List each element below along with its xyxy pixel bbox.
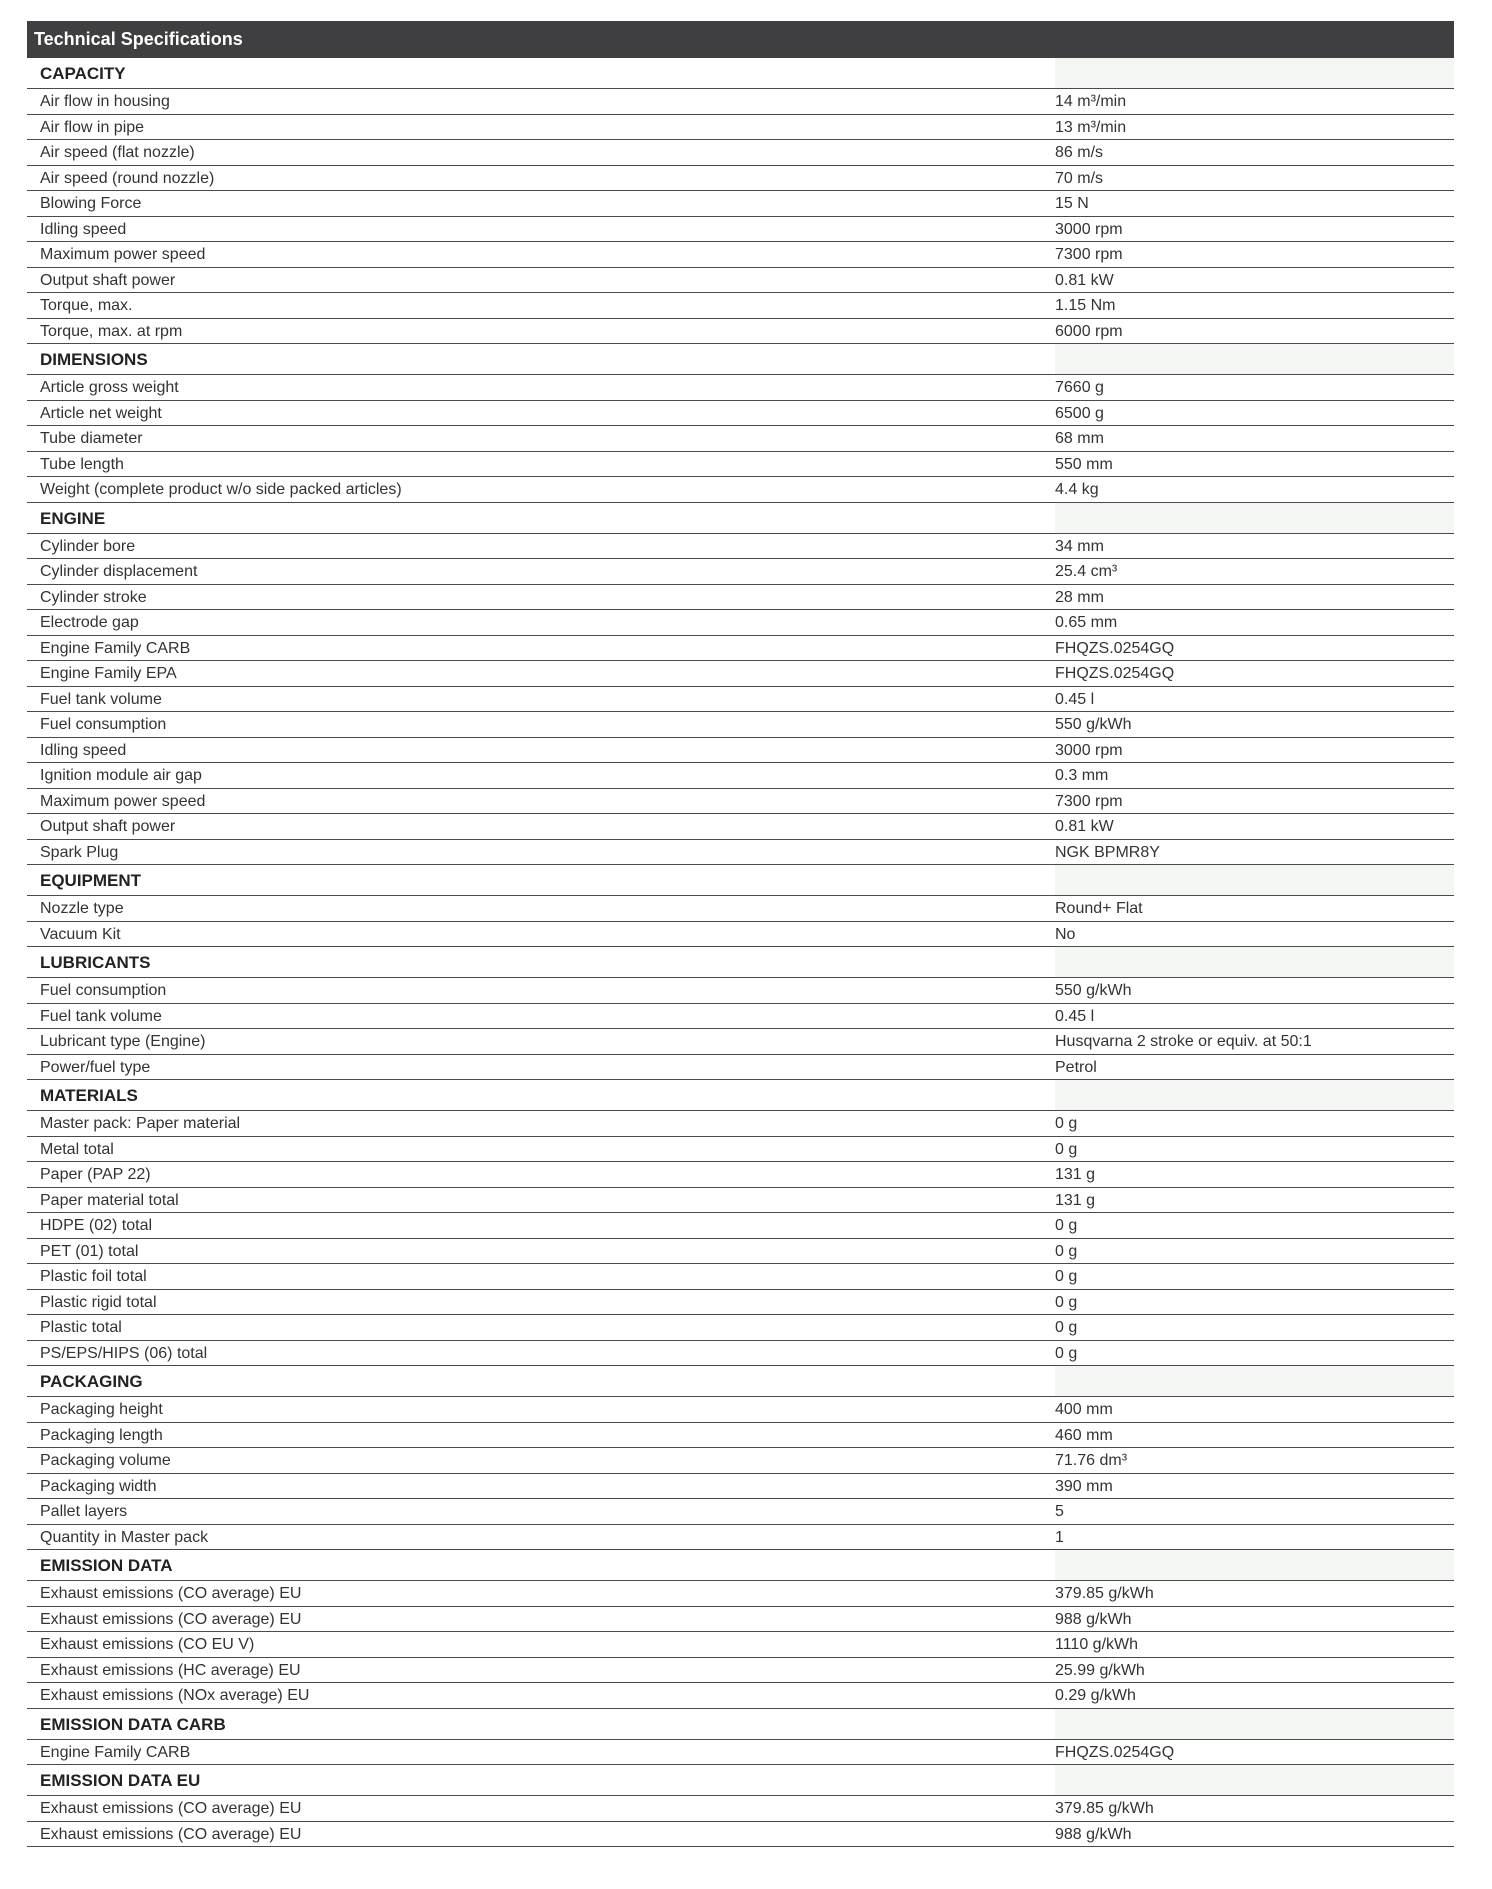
table-row <box>27 1188 1454 1214</box>
table-row <box>27 1004 1454 1030</box>
spec-label: Air speed (round nozzle) <box>40 169 215 187</box>
table-row <box>27 1029 1454 1055</box>
table-row <box>27 1213 1454 1239</box>
section-header <box>27 344 1454 375</box>
section-header-value-cell <box>1055 1765 1454 1795</box>
section-title: EMISSION DATA <box>27 1550 1055 1580</box>
spec-label: Fuel consumption <box>40 982 167 999</box>
spec-label: Torque, max. at rpm <box>40 322 183 340</box>
spec-label: Pallet layers <box>40 1503 128 1520</box>
section-header-value-cell <box>1055 1366 1454 1396</box>
spec-value: 25.99 g/kWh <box>1055 1661 1145 1679</box>
spec-value: 0 g <box>1055 1140 1078 1158</box>
spec-value: 0.65 mm <box>1055 614 1118 631</box>
spec-label: Plastic rigid total <box>40 1293 157 1311</box>
spec-value: 988 g/kWh <box>1055 1825 1132 1843</box>
spec-value: Petrol <box>1055 1058 1097 1076</box>
table-row <box>27 814 1454 840</box>
spec-value: 0.3 mm <box>1055 767 1109 784</box>
spec-value: 34 mm <box>1055 537 1104 555</box>
spec-label: PET (01) total <box>40 1242 139 1260</box>
spec-label: Maximum power speed <box>40 792 206 810</box>
spec-label: Metal total <box>40 1140 114 1158</box>
spec-label: Idling speed <box>40 220 127 238</box>
spec-label: Ignition module air gap <box>40 767 202 784</box>
spec-label: Blowing Force <box>40 195 142 212</box>
table-row <box>27 1111 1454 1137</box>
section-header-value-cell <box>1055 1080 1454 1110</box>
spec-value: 1.15 Nm <box>1055 297 1116 314</box>
table-row <box>27 636 1454 662</box>
table-row <box>27 585 1454 611</box>
spec-label: Lubricant type (Engine) <box>40 1033 206 1050</box>
spec-sheet <box>27 21 1454 1847</box>
spec-value: 86 m/s <box>1055 144 1104 161</box>
spec-label: Idling speed <box>40 741 127 759</box>
table-row <box>27 661 1454 687</box>
spec-label: Exhaust emissions (NOx average) EU <box>40 1687 310 1704</box>
table-row <box>27 1658 1454 1684</box>
table-row <box>27 1448 1454 1474</box>
section-header <box>27 503 1454 534</box>
spec-value: Husqvarna 2 stroke or equiv. at 50:1 <box>1055 1033 1312 1050</box>
table-row <box>27 1581 1454 1607</box>
table-row <box>27 1162 1454 1188</box>
table-row <box>27 166 1454 192</box>
spec-value: 5 <box>1055 1503 1064 1520</box>
table-row <box>27 978 1454 1004</box>
table-row <box>27 1632 1454 1658</box>
spec-value: 7660 g <box>1055 379 1104 396</box>
spec-label: Power/fuel type <box>40 1058 151 1076</box>
spec-value: 3000 rpm <box>1055 741 1123 759</box>
table-row <box>27 115 1454 141</box>
spec-value: 6500 g <box>1055 404 1104 422</box>
table-row <box>27 1607 1454 1633</box>
spec-table <box>27 58 1454 1847</box>
section-title: MATERIALS <box>27 1080 1055 1110</box>
spec-value: 0.29 g/kWh <box>1055 1687 1136 1704</box>
spec-value: 379.85 g/kWh <box>1055 1800 1154 1817</box>
table-row <box>27 1290 1454 1316</box>
spec-label: Packaging width <box>40 1477 157 1495</box>
spec-label: Packaging length <box>40 1426 163 1444</box>
table-row <box>27 1315 1454 1341</box>
table-row <box>27 559 1454 585</box>
spec-label: Air speed (flat nozzle) <box>40 144 195 161</box>
table-row <box>27 452 1454 478</box>
spec-value: FHQZS.0254GQ <box>1055 639 1175 657</box>
section-title: CAPACITY <box>27 58 1055 88</box>
spec-label: Output shaft power <box>40 271 176 289</box>
section-header-value-cell <box>1055 947 1454 977</box>
table-row <box>27 687 1454 713</box>
spec-label: Packaging height <box>40 1401 163 1418</box>
table-row <box>27 1055 1454 1081</box>
spec-label: Output shaft power <box>40 818 176 835</box>
spec-label: Master pack: Paper material <box>40 1115 241 1132</box>
table-row <box>27 1525 1454 1551</box>
spec-value: 988 g/kWh <box>1055 1610 1132 1628</box>
section-header <box>27 58 1454 89</box>
spec-value: 7300 rpm <box>1055 246 1123 263</box>
section-header-value-cell <box>1055 865 1454 895</box>
spec-label: Engine Family CARB <box>40 1743 191 1761</box>
spec-label: Torque, max. <box>40 297 133 314</box>
spec-value: 379.85 g/kWh <box>1055 1585 1154 1602</box>
spec-value: 550 g/kWh <box>1055 982 1132 999</box>
spec-value: 3000 rpm <box>1055 220 1123 238</box>
section-title: EQUIPMENT <box>27 865 1055 895</box>
section-title: LUBRICANTS <box>27 947 1055 977</box>
spec-value: 7300 rpm <box>1055 792 1123 810</box>
spec-label: Electrode gap <box>40 614 139 631</box>
table-row <box>27 1822 1454 1848</box>
table-row <box>27 1423 1454 1449</box>
table-row <box>27 293 1454 319</box>
spec-label: PS/EPS/HIPS (06) total <box>40 1344 208 1362</box>
spec-label: HDPE (02) total <box>40 1217 153 1234</box>
spec-value: 0.45 l <box>1055 1007 1095 1025</box>
spec-value: 0 g <box>1055 1319 1078 1336</box>
section-header <box>27 1366 1454 1397</box>
spec-value: 0 g <box>1055 1293 1078 1311</box>
spec-value: 0 g <box>1055 1115 1078 1132</box>
spec-value: Round+ Flat <box>1055 900 1143 917</box>
section-title: EMISSION DATA CARB <box>27 1709 1055 1739</box>
spec-value: 1110 g/kWh <box>1055 1636 1139 1653</box>
table-row <box>27 738 1454 764</box>
section-header <box>27 947 1454 978</box>
spec-label: Fuel tank volume <box>40 690 162 708</box>
spec-value: 14 m³/min <box>1055 93 1127 110</box>
spec-label: Air flow in pipe <box>40 118 145 136</box>
spec-value: 460 mm <box>1055 1426 1113 1444</box>
section-header-value-cell <box>1055 344 1454 374</box>
table-row <box>27 1341 1454 1367</box>
spec-value: FHQZS.0254GQ <box>1055 665 1175 682</box>
spec-value: 400 mm <box>1055 1401 1113 1418</box>
spec-value: 6000 rpm <box>1055 322 1123 340</box>
table-row <box>27 89 1454 115</box>
spec-value: FHQZS.0254GQ <box>1055 1743 1175 1761</box>
section-header <box>27 1709 1454 1740</box>
spec-value: 0 g <box>1055 1242 1078 1260</box>
section-title: ENGINE <box>27 503 1055 533</box>
section-header <box>27 1080 1454 1111</box>
spec-value: NGK BPMR8Y <box>1055 843 1160 861</box>
section-header-value-cell <box>1055 58 1454 88</box>
spec-value: 15 N <box>1055 195 1089 212</box>
table-row <box>27 1264 1454 1290</box>
spec-label: Vacuum Kit <box>40 925 121 943</box>
table-row <box>27 217 1454 243</box>
spec-label: Paper material total <box>40 1191 179 1209</box>
spec-label: Exhaust emissions (CO average) EU <box>40 1610 302 1628</box>
spec-label: Fuel consumption <box>40 716 167 733</box>
spec-label: Spark Plug <box>40 843 119 861</box>
spec-label: Exhaust emissions (CO average) EU <box>40 1825 302 1843</box>
spec-value: 131 g <box>1055 1166 1096 1183</box>
table-row <box>27 401 1454 427</box>
spec-value: 1 <box>1055 1528 1064 1546</box>
spec-value: 70 m/s <box>1055 169 1104 187</box>
section-header-value-cell <box>1055 1709 1454 1739</box>
table-row <box>27 1474 1454 1500</box>
spec-label: Air flow in housing <box>40 93 170 110</box>
spec-value: 550 mm <box>1055 455 1113 473</box>
spec-label: Maximum power speed <box>40 246 206 263</box>
table-row <box>27 191 1454 217</box>
section-title: EMISSION DATA EU <box>27 1765 1055 1795</box>
spec-label: Cylinder stroke <box>40 588 147 606</box>
spec-value: 131 g <box>1055 1191 1096 1209</box>
section-header <box>27 1550 1454 1581</box>
spec-value: 0.45 l <box>1055 690 1095 708</box>
table-row <box>27 1397 1454 1423</box>
spec-label: Nozzle type <box>40 900 124 917</box>
table-row <box>27 840 1454 866</box>
spec-label: Exhaust emissions (CO average) EU <box>40 1800 302 1817</box>
spec-label: Fuel tank volume <box>40 1007 162 1025</box>
spec-label: Engine Family CARB <box>40 639 191 657</box>
table-row <box>27 319 1454 345</box>
section-title: DIMENSIONS <box>27 344 1055 374</box>
table-row <box>27 140 1454 166</box>
spec-value: 71.76 dm³ <box>1055 1452 1128 1469</box>
spec-value: 4.4 kg <box>1055 481 1099 498</box>
table-row <box>27 268 1454 294</box>
section-title: PACKAGING <box>27 1366 1055 1396</box>
table-row <box>27 534 1454 560</box>
spec-label: Article net weight <box>40 404 162 422</box>
spec-value: 0 g <box>1055 1268 1078 1285</box>
section-header <box>27 865 1454 896</box>
spec-label: Quantity in Master pack <box>40 1528 209 1546</box>
spec-label: Exhaust emissions (HC average) EU <box>40 1661 301 1679</box>
spec-label: Plastic foil total <box>40 1268 147 1285</box>
table-row <box>27 1499 1454 1525</box>
spec-label: Packaging volume <box>40 1452 171 1469</box>
table-row <box>27 1137 1454 1163</box>
spec-value: 13 m³/min <box>1055 118 1127 136</box>
spec-value: No <box>1055 925 1076 943</box>
table-row <box>27 375 1454 401</box>
section-header <box>27 1765 1454 1796</box>
table-row <box>27 426 1454 452</box>
spec-label: Plastic total <box>40 1319 122 1336</box>
spec-value: 550 g/kWh <box>1055 716 1132 733</box>
spec-value: 0.81 kW <box>1055 818 1114 835</box>
spec-label: Cylinder bore <box>40 537 136 555</box>
spec-label: Engine Family EPA <box>40 665 177 682</box>
table-row <box>27 789 1454 815</box>
spec-label: Exhaust emissions (CO EU V) <box>40 1636 255 1653</box>
table-row <box>27 1740 1454 1766</box>
spec-value: 25.4 cm³ <box>1055 563 1118 580</box>
spec-label: Paper (PAP 22) <box>40 1166 151 1183</box>
table-row <box>27 763 1454 789</box>
spec-label: Weight (complete product w/o side packed articles) <box>40 481 402 498</box>
table-row <box>27 712 1454 738</box>
section-header-value-cell <box>1055 1550 1454 1580</box>
table-row <box>27 610 1454 636</box>
spec-label: Exhaust emissions (CO average) EU <box>40 1585 302 1602</box>
spec-label: Cylinder displacement <box>40 563 198 580</box>
spec-value: 68 mm <box>1055 430 1104 447</box>
table-row <box>27 1796 1454 1822</box>
table-row <box>27 477 1454 503</box>
table-row <box>27 922 1454 948</box>
section-header-value-cell <box>1055 503 1454 533</box>
spec-value: 390 mm <box>1055 1477 1113 1495</box>
spec-label: Tube length <box>40 455 124 473</box>
table-row <box>27 1683 1454 1709</box>
table-row <box>27 242 1454 268</box>
page-title: Technical Specifications <box>27 21 1454 58</box>
spec-value: 0 g <box>1055 1217 1078 1234</box>
spec-label: Tube diameter <box>40 430 143 447</box>
spec-value: 0 g <box>1055 1344 1078 1362</box>
table-row <box>27 896 1454 922</box>
spec-label: Article gross weight <box>40 379 179 396</box>
table-row <box>27 1239 1454 1265</box>
spec-value: 0.81 kW <box>1055 271 1114 289</box>
spec-value: 28 mm <box>1055 588 1104 606</box>
